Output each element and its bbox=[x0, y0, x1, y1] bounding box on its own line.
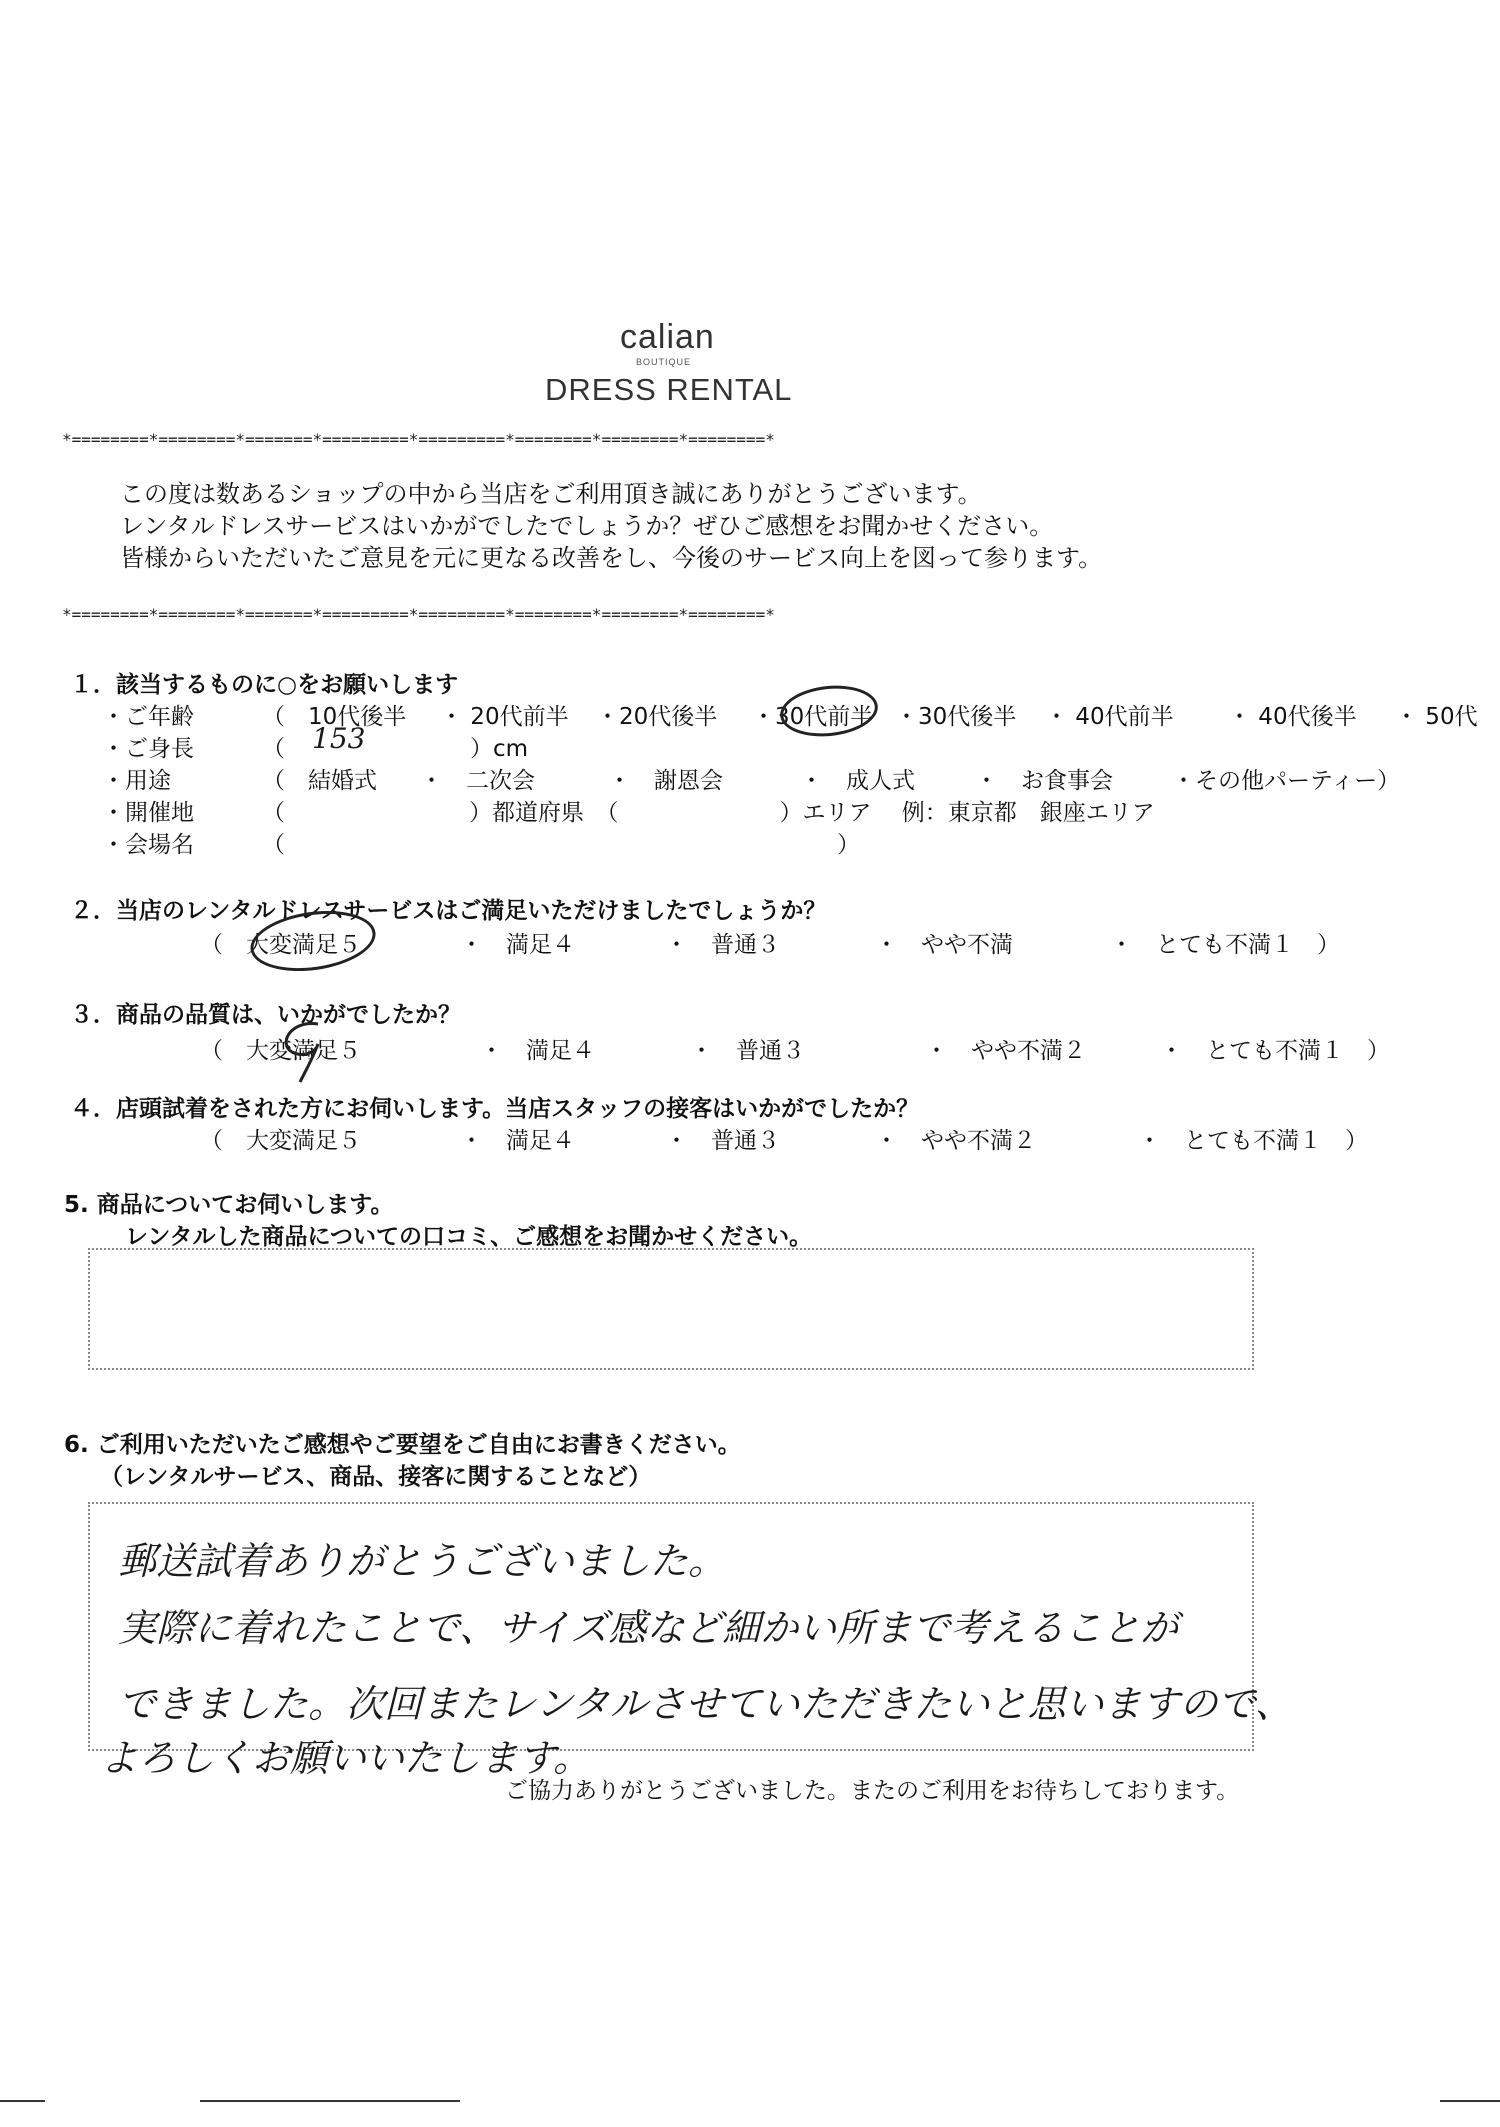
q6-answer-line-3: できました。次回またレンタルさせていただきたいと思いますので、 bbox=[118, 1682, 1293, 1726]
q6-answer-line-1: 郵送試着ありがとうございました。 bbox=[118, 1539, 727, 1583]
age-option-6[interactable]: ・ 40代前半 bbox=[1045, 704, 1174, 730]
age-option-2[interactable]: ・ 20代前半 bbox=[440, 704, 569, 730]
scan-edge-mark-center bbox=[200, 2100, 460, 2102]
q3-title: ３．商品の品質は、いかがでしたか？ bbox=[70, 1002, 461, 1028]
purpose-option-3[interactable]: ・ 謝恩会 bbox=[608, 768, 723, 794]
purpose-label: ・用途 bbox=[102, 768, 171, 794]
q6-subtitle: （レンタルサービス、商品、接客に関することなど） bbox=[100, 1464, 652, 1490]
age-option-4[interactable]: ・30代前半 bbox=[752, 704, 874, 730]
age-option-8[interactable]: ・ 50代 bbox=[1395, 704, 1478, 730]
q2-title: ２．当店のレンタルドレスサービスはご満足いただけましたでしょうか？ bbox=[70, 898, 827, 924]
hall-field[interactable]: （ ） bbox=[262, 832, 860, 858]
q5-answer-box[interactable] bbox=[88, 1248, 1254, 1370]
q5-title: 5. 商品についてお伺いします。 bbox=[64, 1192, 394, 1218]
scan-edge-mark-right bbox=[1440, 2100, 1500, 2102]
age-option-3[interactable]: ・20代後半 bbox=[596, 704, 718, 730]
q5-subtitle: レンタルした商品についての口コミ、ご感想をお聞かせください。 bbox=[125, 1224, 813, 1250]
purpose-option-1[interactable]: （ 結婚式 bbox=[262, 768, 377, 794]
q2-option-4[interactable]: ・ 満足４ bbox=[460, 932, 575, 958]
q3-option-5[interactable]: （ 大変満足５ bbox=[200, 1038, 361, 1064]
age-option-1[interactable]: （ 10代後半 bbox=[262, 704, 407, 730]
q6-title: 6. ご利用いただいたご感想やご要望をご自由にお書きください。 bbox=[64, 1432, 741, 1458]
brand-logo: calian bbox=[620, 318, 715, 356]
age-option-5[interactable]: ・30代後半 bbox=[895, 704, 1017, 730]
scan-edge-mark-left bbox=[0, 2100, 45, 2102]
age-selection-circle bbox=[778, 681, 881, 741]
purpose-option-2[interactable]: ・ 二次会 bbox=[420, 768, 535, 794]
height-open-paren: （ bbox=[262, 736, 285, 762]
divider-bottom: *========*========*=======*=========*=========*========*========*========* bbox=[62, 605, 775, 624]
venue-label: ・開催地 bbox=[102, 800, 194, 826]
q4-title: ４．店頭試着をされた方にお伺いします。当店スタッフの接客はいかがでしたか？ bbox=[70, 1096, 920, 1122]
intro-line-3: 皆様からいただいたご意見を元に更なる改善をし、今後のサービス向上を図って参ります。 bbox=[120, 544, 1103, 572]
q3-option-3[interactable]: ・ 普通３ bbox=[690, 1038, 805, 1064]
venue-field[interactable]: （ ）都道府県 （ ）エリア 例：東京都 銀座エリア bbox=[262, 800, 1155, 826]
brand-tagline: DRESS RENTAL bbox=[545, 372, 793, 407]
q4-option-4[interactable]: ・ 満足４ bbox=[460, 1128, 575, 1154]
q4-option-2[interactable]: ・ やや不満２ bbox=[875, 1128, 1036, 1154]
q2-option-3[interactable]: ・ 普通３ bbox=[665, 932, 780, 958]
q2-option-5[interactable]: （ 大変満足５ bbox=[200, 932, 361, 958]
footer-thanks: ご協力ありがとうございました。またのご利用をお待ちしております。 bbox=[505, 1778, 1240, 1804]
q6-answer-line-4: よろしくお願いいたします。 bbox=[100, 1736, 591, 1780]
q3-option-2[interactable]: ・ やや不満２ bbox=[925, 1038, 1086, 1064]
purpose-option-6[interactable]: ・その他パーティー） bbox=[1172, 768, 1401, 794]
hall-label: ・会場名 bbox=[102, 832, 194, 858]
q1-title: １．該当するものに○をお願いします bbox=[70, 672, 459, 698]
q4-option-5[interactable]: （ 大変満足５ bbox=[200, 1128, 361, 1154]
q6-answer-line-2: 実際に着れたことで、サイズ感など細かい所まで考えることが bbox=[118, 1606, 1179, 1650]
age-label: ・ご年齢 bbox=[102, 704, 194, 730]
q2-option-2[interactable]: ・ やや不満 bbox=[875, 932, 1013, 958]
q4-option-3[interactable]: ・ 普通３ bbox=[665, 1128, 780, 1154]
purpose-option-4[interactable]: ・ 成人式 bbox=[800, 768, 915, 794]
q3-option-1[interactable]: ・ とても不満１ ） bbox=[1160, 1038, 1390, 1064]
purpose-option-5[interactable]: ・ お食事会 bbox=[975, 768, 1113, 794]
age-option-7[interactable]: ・ 40代後半 bbox=[1228, 704, 1357, 730]
height-unit: ）cm bbox=[470, 736, 529, 762]
brand-sub: BOUTIQUE bbox=[636, 357, 692, 367]
height-label: ・ご身長 bbox=[102, 736, 194, 762]
divider-top: *========*========*=======*=========*=========*========*========*========* bbox=[62, 430, 775, 449]
q3-option-4[interactable]: ・ 満足４ bbox=[480, 1038, 595, 1064]
q2-option-1[interactable]: ・ とても不満１ ） bbox=[1110, 932, 1340, 958]
intro-line-1: この度は数あるショップの中から当店をご利用頂き誠にありがとうございます。 bbox=[120, 480, 982, 508]
q3-selection-mark bbox=[270, 1016, 340, 1086]
q4-option-1[interactable]: ・ とても不満１ ） bbox=[1138, 1128, 1368, 1154]
height-value[interactable]: 153 bbox=[312, 722, 366, 755]
intro-line-2: レンタルドレスサービスはいかがでしたでしょうか？ぜひご感想をお聞かせください。 bbox=[120, 512, 1054, 540]
